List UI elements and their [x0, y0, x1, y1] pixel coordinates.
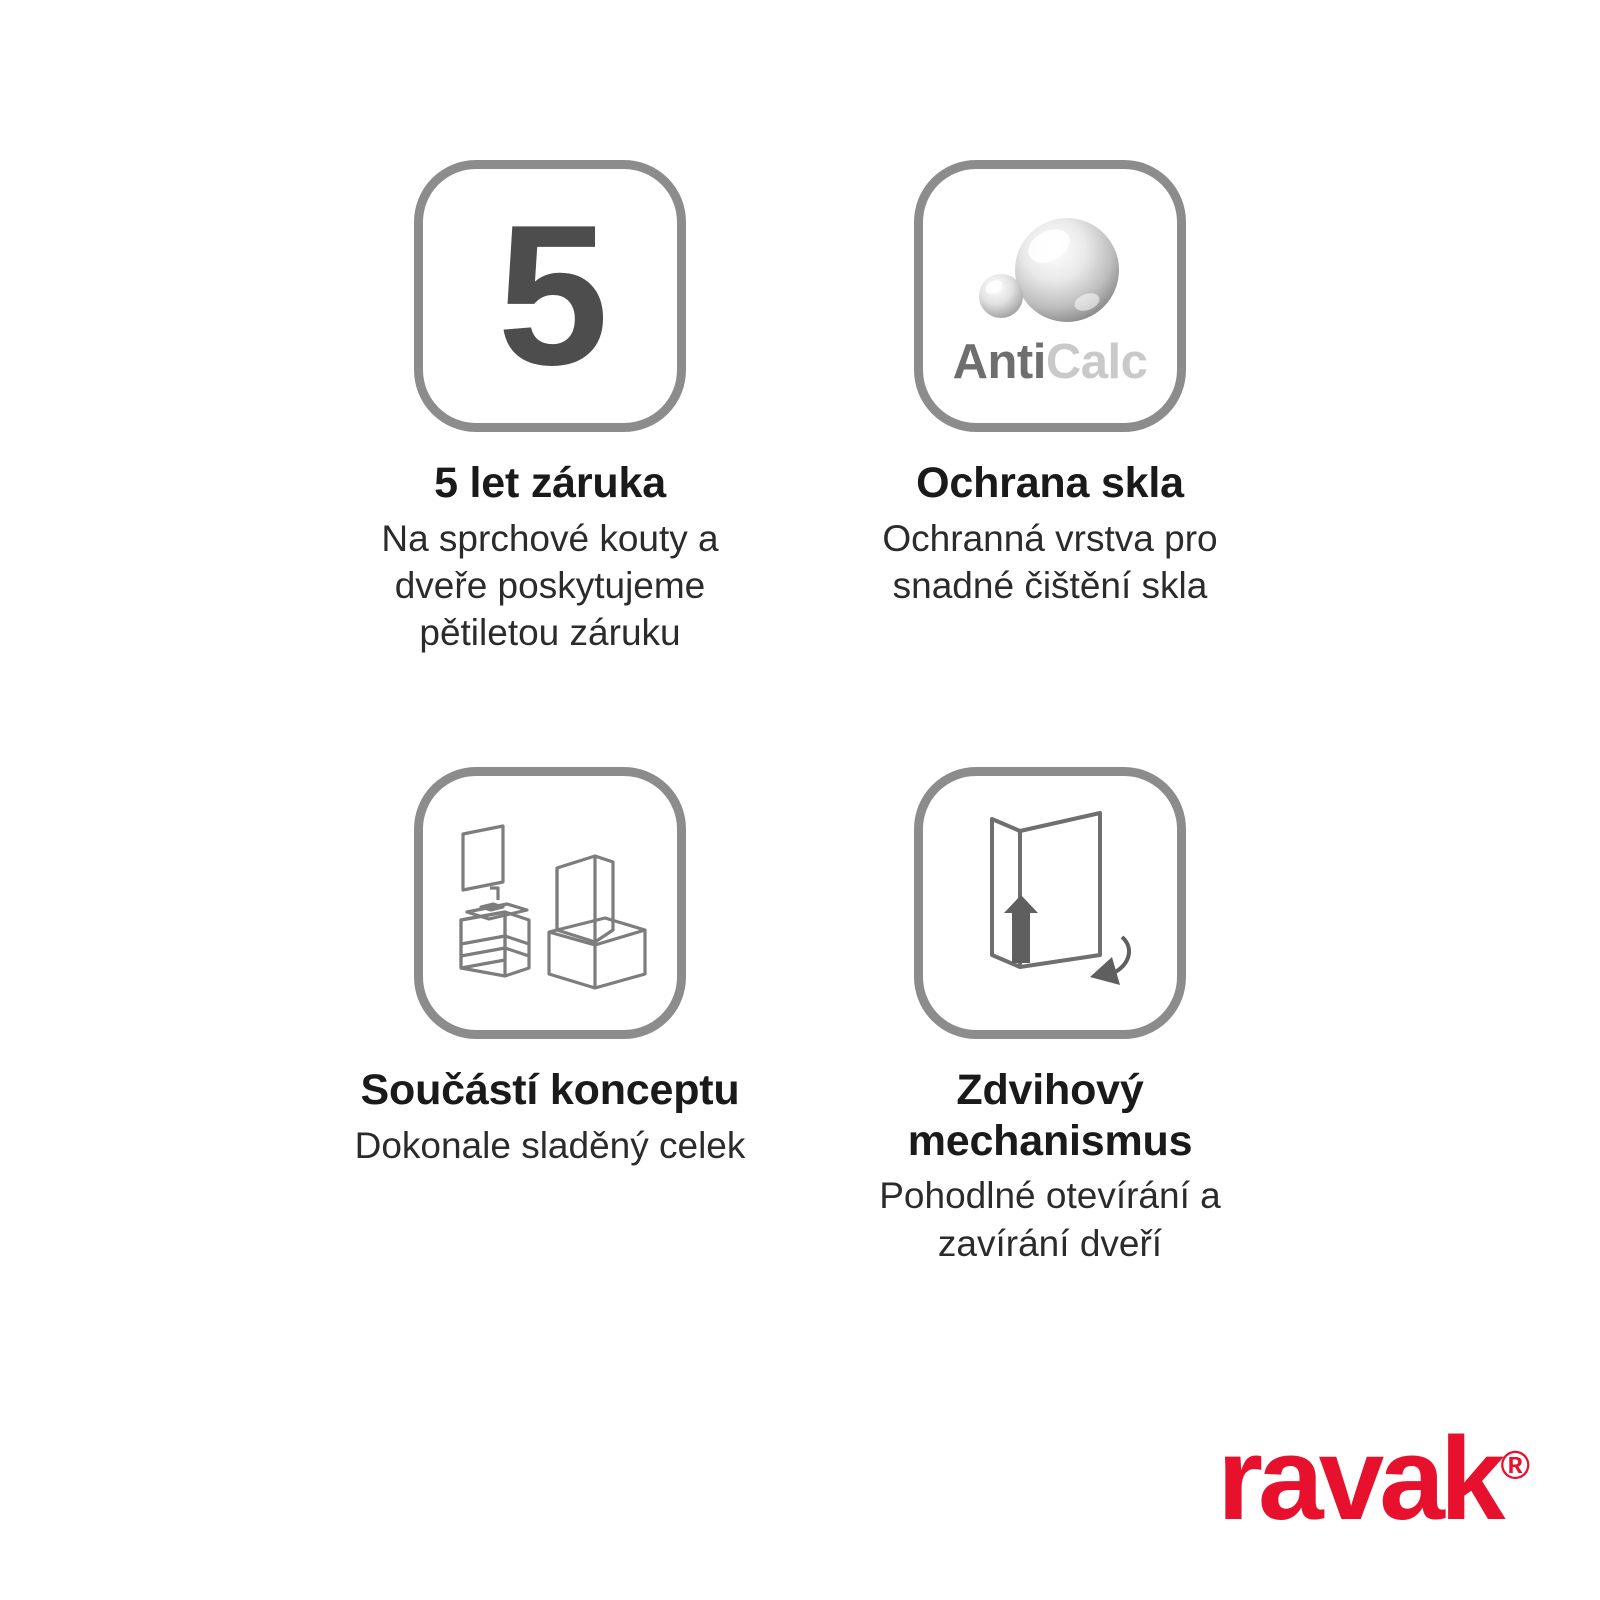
logo-wordmark: ravak	[1217, 1413, 1501, 1545]
icon-box-concept	[414, 767, 686, 1039]
anticalc-label-anti: Anti	[952, 335, 1046, 389]
up-arrow-icon	[1004, 895, 1038, 963]
anticalc-droplet-icon	[955, 212, 1145, 332]
feature-desc-concept: Dokonale sladěný celek	[354, 1124, 746, 1166]
feature-desc-warranty: Na sprchové kouty a dveře poskytujeme pětiletou záruku	[381, 517, 719, 654]
bathroom-furniture-icon	[445, 808, 655, 998]
anticalc-label-calc: Calc	[1045, 335, 1148, 389]
feature-card-concept	[330, 767, 770, 1267]
feature-title-warranty: 5 let záruka	[434, 459, 666, 507]
feature-grid	[330, 160, 1270, 1267]
feature-card-warranty	[330, 160, 770, 657]
icon-box-lift-mechanism	[914, 767, 1186, 1039]
feature-title-glass-protection: Ochrana skla	[916, 459, 1184, 507]
icon-box-glass-protection	[914, 160, 1186, 432]
ravak-logo	[1217, 1413, 1530, 1545]
feature-desc-glass-protection: Ochranná vrstva pro snadné čištění skla	[882, 517, 1218, 607]
feature-desc-lift-mechanism: Pohodlné otevírání a zavírání dveří	[879, 1175, 1221, 1264]
feature-card-glass-protection	[830, 160, 1270, 657]
feature-title-lift-mechanism: Zdvihový mechanismus	[907, 1065, 1193, 1165]
anticalc-label	[953, 334, 1148, 390]
feature-title-concept: Součástí konceptu	[360, 1065, 740, 1114]
lift-mechanism-door-icon	[950, 805, 1150, 1001]
number-5-icon: 5	[497, 184, 603, 407]
registered-mark: ®	[1500, 1443, 1530, 1488]
feature-card-lift-mechanism	[830, 767, 1270, 1267]
icon-box-warranty	[414, 160, 686, 432]
